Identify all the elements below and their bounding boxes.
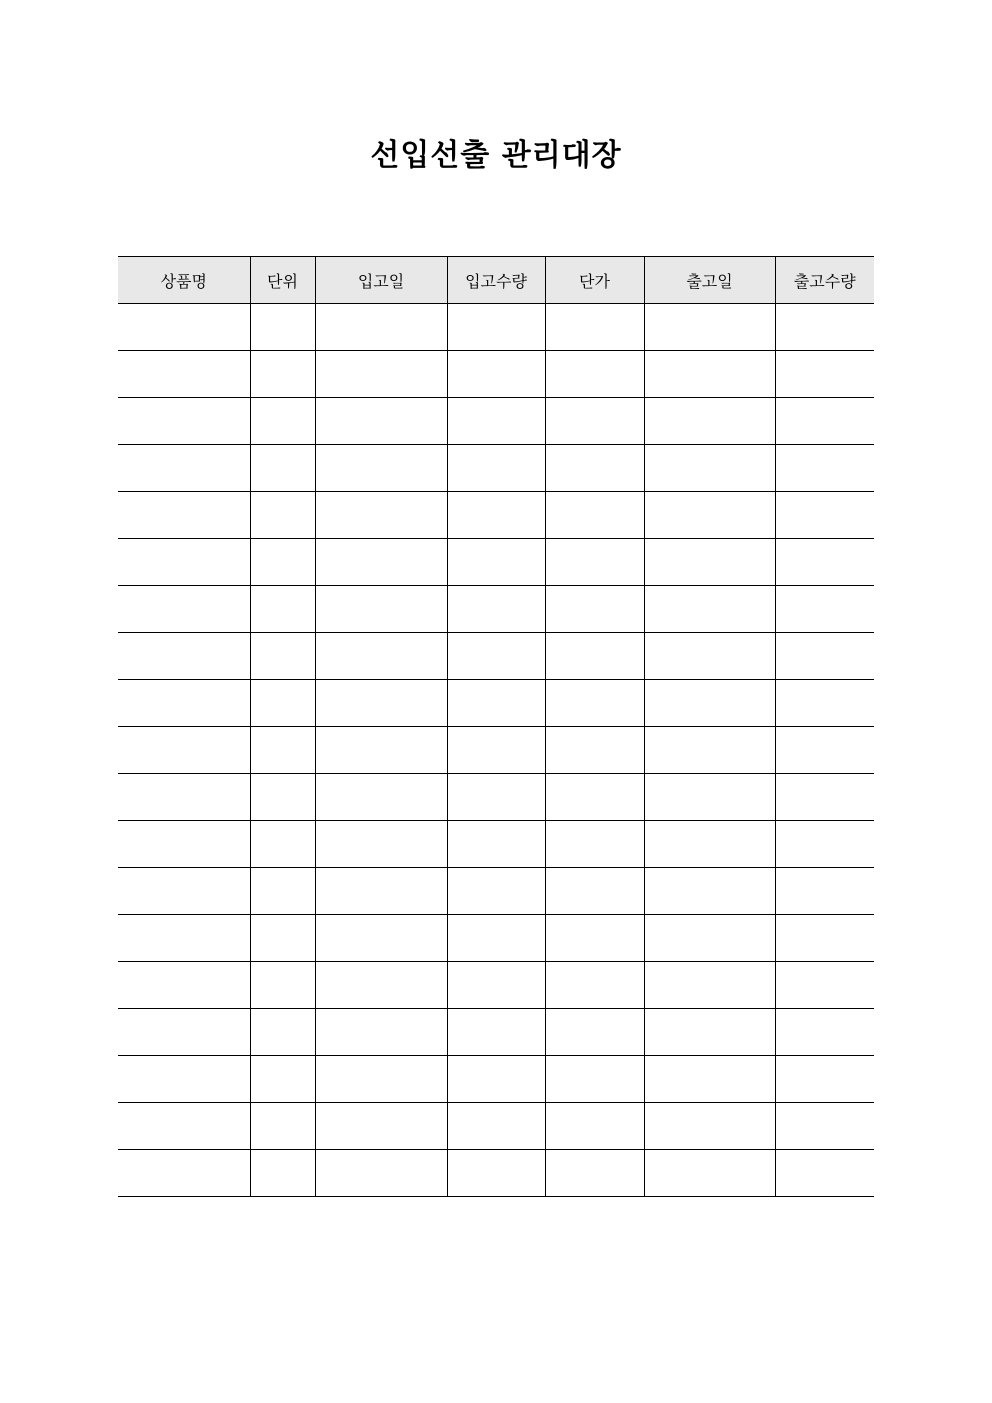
table-row: [118, 304, 874, 351]
cell-shipment-date: [644, 680, 775, 727]
cell-receipt-date: [315, 868, 447, 915]
cell-unit: [250, 633, 315, 680]
cell-receipt-quantity: [447, 492, 545, 539]
cell-shipment-quantity: [775, 774, 874, 821]
cell-shipment-date: [644, 1150, 775, 1197]
cell-receipt-date: [315, 1009, 447, 1056]
cell-shipment-date: [644, 304, 775, 351]
cell-product-name: [118, 351, 250, 398]
cell-shipment-quantity: [775, 304, 874, 351]
cell-unit: [250, 680, 315, 727]
table-row: [118, 1103, 874, 1150]
cell-shipment-quantity: [775, 1009, 874, 1056]
cell-unit: [250, 539, 315, 586]
header-shipment-date: 출고일: [644, 257, 775, 304]
cell-shipment-quantity: [775, 727, 874, 774]
cell-shipment-quantity: [775, 492, 874, 539]
ledger-body: [118, 304, 874, 1197]
cell-receipt-date: [315, 1150, 447, 1197]
cell-product-name: [118, 633, 250, 680]
cell-unit: [250, 868, 315, 915]
cell-receipt-quantity: [447, 586, 545, 633]
cell-product-name: [118, 304, 250, 351]
header-unit: 단위: [250, 257, 315, 304]
cell-receipt-quantity: [447, 962, 545, 1009]
cell-unit: [250, 1009, 315, 1056]
cell-unit-price: [545, 1150, 644, 1197]
document-title: 선입선출 관리대장: [370, 138, 622, 173]
header-receipt-date: 입고일: [315, 257, 447, 304]
cell-shipment-quantity: [775, 445, 874, 492]
cell-unit-price: [545, 586, 644, 633]
cell-shipment-date: [644, 586, 775, 633]
table-row: [118, 962, 874, 1009]
table-row: [118, 633, 874, 680]
cell-unit-price: [545, 962, 644, 1009]
cell-shipment-quantity: [775, 633, 874, 680]
cell-shipment-date: [644, 821, 775, 868]
cell-product-name: [118, 915, 250, 962]
cell-shipment-date: [644, 1009, 775, 1056]
cell-unit-price: [545, 680, 644, 727]
cell-unit-price: [545, 1009, 644, 1056]
cell-shipment-date: [644, 1103, 775, 1150]
table-row: [118, 1056, 874, 1103]
cell-unit: [250, 586, 315, 633]
cell-unit-price: [545, 868, 644, 915]
cell-product-name: [118, 821, 250, 868]
cell-receipt-date: [315, 727, 447, 774]
cell-unit: [250, 1150, 315, 1197]
cell-product-name: [118, 586, 250, 633]
cell-shipment-date: [644, 539, 775, 586]
cell-unit: [250, 821, 315, 868]
cell-receipt-date: [315, 586, 447, 633]
table-row: [118, 1150, 874, 1197]
cell-unit: [250, 351, 315, 398]
cell-shipment-quantity: [775, 962, 874, 1009]
cell-receipt-date: [315, 962, 447, 1009]
table-row: [118, 492, 874, 539]
cell-shipment-date: [644, 962, 775, 1009]
cell-shipment-quantity: [775, 915, 874, 962]
cell-unit: [250, 445, 315, 492]
table-row: [118, 821, 874, 868]
cell-unit-price: [545, 1103, 644, 1150]
cell-shipment-quantity: [775, 586, 874, 633]
cell-receipt-quantity: [447, 1056, 545, 1103]
cell-receipt-quantity: [447, 1009, 545, 1056]
cell-product-name: [118, 445, 250, 492]
cell-shipment-date: [644, 492, 775, 539]
cell-receipt-quantity: [447, 868, 545, 915]
cell-unit: [250, 492, 315, 539]
cell-shipment-quantity: [775, 1103, 874, 1150]
cell-receipt-date: [315, 1056, 447, 1103]
cell-shipment-quantity: [775, 1056, 874, 1103]
cell-receipt-date: [315, 680, 447, 727]
cell-shipment-date: [644, 915, 775, 962]
cell-shipment-quantity: [775, 821, 874, 868]
cell-product-name: [118, 868, 250, 915]
table-row: [118, 680, 874, 727]
table-row: [118, 445, 874, 492]
cell-product-name: [118, 398, 250, 445]
cell-shipment-date: [644, 633, 775, 680]
cell-product-name: [118, 774, 250, 821]
cell-unit-price: [545, 821, 644, 868]
cell-product-name: [118, 1103, 250, 1150]
cell-receipt-quantity: [447, 1150, 545, 1197]
table-row: [118, 868, 874, 915]
cell-product-name: [118, 680, 250, 727]
cell-shipment-quantity: [775, 351, 874, 398]
cell-shipment-quantity: [775, 1150, 874, 1197]
cell-unit-price: [545, 304, 644, 351]
cell-receipt-quantity: [447, 727, 545, 774]
cell-product-name: [118, 1150, 250, 1197]
cell-receipt-quantity: [447, 539, 545, 586]
cell-shipment-date: [644, 445, 775, 492]
cell-unit: [250, 398, 315, 445]
header-unit-price: 단가: [545, 257, 644, 304]
cell-receipt-date: [315, 351, 447, 398]
cell-unit-price: [545, 915, 644, 962]
cell-unit-price: [545, 1056, 644, 1103]
cell-receipt-date: [315, 539, 447, 586]
cell-receipt-quantity: [447, 304, 545, 351]
table-row: [118, 539, 874, 586]
cell-product-name: [118, 1056, 250, 1103]
cell-receipt-quantity: [447, 633, 545, 680]
cell-receipt-date: [315, 492, 447, 539]
header-row: [118, 257, 874, 304]
cell-shipment-quantity: [775, 398, 874, 445]
cell-unit-price: [545, 727, 644, 774]
cell-unit-price: [545, 492, 644, 539]
cell-receipt-quantity: [447, 821, 545, 868]
cell-shipment-date: [644, 868, 775, 915]
cell-shipment-date: [644, 351, 775, 398]
cell-receipt-date: [315, 633, 447, 680]
cell-receipt-date: [315, 774, 447, 821]
cell-unit-price: [545, 774, 644, 821]
table-row: [118, 398, 874, 445]
cell-receipt-quantity: [447, 1103, 545, 1150]
cell-shipment-date: [644, 1056, 775, 1103]
header-product-name: 상품명: [118, 257, 250, 304]
cell-product-name: [118, 962, 250, 1009]
cell-unit-price: [545, 445, 644, 492]
header-receipt-quantity: 입고수량: [447, 257, 545, 304]
cell-shipment-quantity: [775, 680, 874, 727]
cell-receipt-quantity: [447, 445, 545, 492]
cell-unit: [250, 962, 315, 1009]
cell-receipt-date: [315, 445, 447, 492]
cell-shipment-date: [644, 398, 775, 445]
cell-unit: [250, 1056, 315, 1103]
cell-shipment-date: [644, 727, 775, 774]
table-row: [118, 774, 874, 821]
cell-receipt-quantity: [447, 351, 545, 398]
table-row: [118, 586, 874, 633]
cell-receipt-quantity: [447, 680, 545, 727]
cell-unit-price: [545, 539, 644, 586]
cell-product-name: [118, 539, 250, 586]
cell-receipt-date: [315, 398, 447, 445]
cell-unit: [250, 727, 315, 774]
cell-receipt-quantity: [447, 915, 545, 962]
cell-receipt-date: [315, 821, 447, 868]
table-row: [118, 1009, 874, 1056]
cell-unit: [250, 304, 315, 351]
cell-unit-price: [545, 633, 644, 680]
cell-shipment-quantity: [775, 539, 874, 586]
header-shipment-quantity: 출고수량: [775, 257, 874, 304]
cell-receipt-date: [315, 304, 447, 351]
cell-unit: [250, 1103, 315, 1150]
cell-product-name: [118, 492, 250, 539]
cell-product-name: [118, 1009, 250, 1056]
cell-unit-price: [545, 398, 644, 445]
table-row: [118, 915, 874, 962]
cell-receipt-quantity: [447, 398, 545, 445]
cell-unit: [250, 915, 315, 962]
cell-receipt-date: [315, 915, 447, 962]
table-row: [118, 727, 874, 774]
cell-receipt-date: [315, 1103, 447, 1150]
cell-product-name: [118, 727, 250, 774]
cell-unit-price: [545, 351, 644, 398]
cell-shipment-quantity: [775, 868, 874, 915]
fifo-ledger-table: [118, 256, 874, 1197]
table-row: [118, 351, 874, 398]
cell-unit: [250, 774, 315, 821]
cell-shipment-date: [644, 774, 775, 821]
cell-receipt-quantity: [447, 774, 545, 821]
